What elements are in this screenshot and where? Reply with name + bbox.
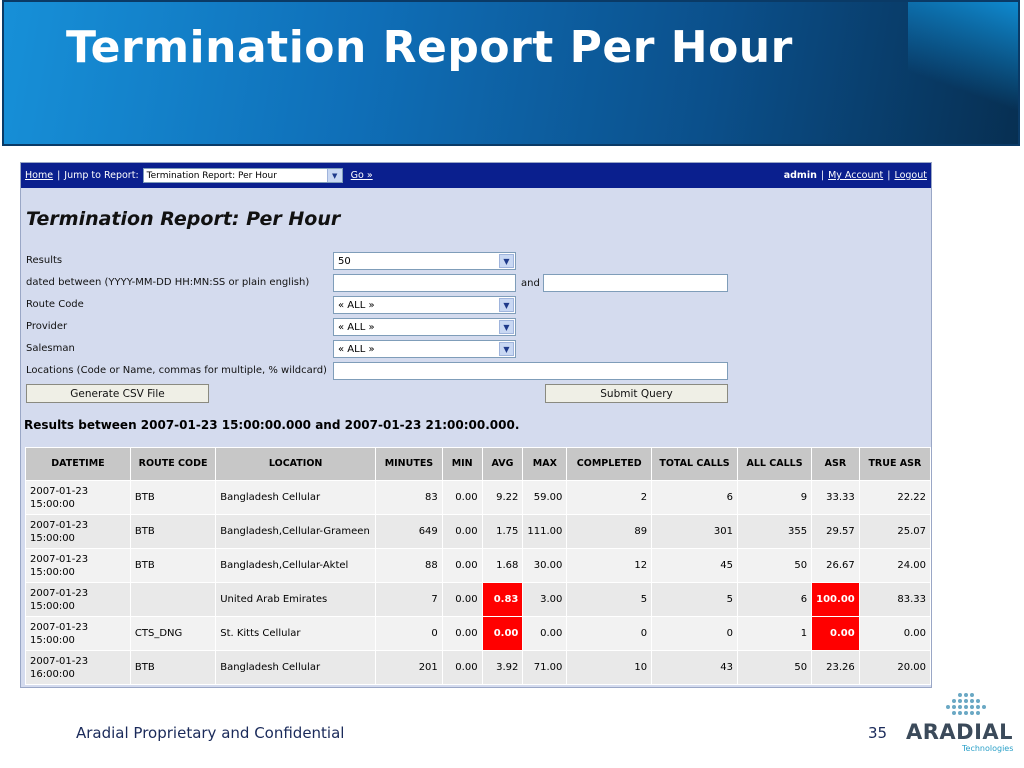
route-code-select[interactable] xyxy=(333,296,516,314)
total-calls-cell: 0 xyxy=(652,617,738,651)
route-code-cell: BTB xyxy=(130,549,215,583)
min-cell: 0.00 xyxy=(442,549,482,583)
true-asr-cell: 25.07 xyxy=(859,515,930,549)
max-cell: 0.00 xyxy=(523,617,567,651)
my-account-link[interactable]: My Account xyxy=(828,170,884,181)
app-topbar xyxy=(21,163,931,188)
true-asr-cell: 83.33 xyxy=(859,583,930,617)
user-menu xyxy=(784,170,927,181)
date-text: 2007-01-23 xyxy=(30,621,89,633)
true-asr-cell: 24.00 xyxy=(859,549,930,583)
route-code-cell xyxy=(130,583,215,617)
column-header[interactable]: ALL CALLS xyxy=(737,448,811,481)
true-asr-cell: 22.22 xyxy=(859,481,930,515)
username: admin xyxy=(783,170,817,181)
minutes-cell: 83 xyxy=(376,481,443,515)
jump-to-report-label: Jump to Report: xyxy=(64,170,139,181)
location-cell: Bangladesh Cellular xyxy=(216,481,376,515)
datetime-cell xyxy=(26,549,131,583)
results-table xyxy=(25,447,931,685)
min-cell: 0.00 xyxy=(442,515,482,549)
provider-value: « ALL » xyxy=(338,321,375,333)
minutes-cell: 649 xyxy=(376,515,443,549)
column-header[interactable]: COMPLETED xyxy=(567,448,652,481)
table-row xyxy=(26,549,931,583)
provider-select[interactable] xyxy=(333,318,516,336)
locations-input[interactable] xyxy=(333,362,728,380)
datetime-cell xyxy=(26,651,131,685)
salesman-value: « ALL » xyxy=(338,343,375,355)
column-header[interactable]: ASR xyxy=(812,448,860,481)
max-cell: 30.00 xyxy=(523,549,567,583)
salesman-label: Salesman xyxy=(26,343,75,354)
min-cell: 0.00 xyxy=(442,651,482,685)
column-header[interactable]: MINUTES xyxy=(376,448,443,481)
asr-cell: 100.00 xyxy=(812,583,860,617)
salesman-select[interactable] xyxy=(333,340,516,358)
chevron-down-icon: ▼ xyxy=(499,254,514,268)
asr-cell: 33.33 xyxy=(812,481,860,515)
all-calls-cell: 6 xyxy=(737,583,811,617)
avg-cell: 0.83 xyxy=(482,583,523,617)
column-header[interactable]: AVG xyxy=(482,448,523,481)
all-calls-cell: 50 xyxy=(737,549,811,583)
avg-cell: 3.92 xyxy=(482,651,523,685)
results-select[interactable] xyxy=(333,252,516,270)
completed-cell: 5 xyxy=(567,583,652,617)
date-text: 2007-01-23 xyxy=(30,587,89,599)
total-calls-cell: 301 xyxy=(652,515,738,549)
min-cell: 0.00 xyxy=(442,617,482,651)
logout-link[interactable]: Logout xyxy=(894,170,927,181)
asr-cell: 0.00 xyxy=(812,617,860,651)
all-calls-cell: 1 xyxy=(737,617,811,651)
report-app-window xyxy=(20,162,932,688)
results-table-body xyxy=(26,481,931,685)
max-cell: 59.00 xyxy=(523,481,567,515)
completed-cell: 0 xyxy=(567,617,652,651)
datetime-cell xyxy=(26,617,131,651)
column-header[interactable]: LOCATION xyxy=(216,448,376,481)
avg-cell: 0.00 xyxy=(482,617,523,651)
max-cell: 71.00 xyxy=(523,651,567,685)
date-text: 2007-01-23 xyxy=(30,655,89,667)
minutes-cell: 88 xyxy=(376,549,443,583)
route-code-cell: BTB xyxy=(130,515,215,549)
minutes-cell: 201 xyxy=(376,651,443,685)
slide-title: Termination Report Per Hour xyxy=(66,22,793,73)
total-calls-cell: 6 xyxy=(652,481,738,515)
date-text: 2007-01-23 xyxy=(30,485,89,497)
logo-text: ARADIAL xyxy=(906,720,1014,744)
avg-cell: 1.68 xyxy=(482,549,523,583)
table-row xyxy=(26,481,931,515)
completed-cell: 12 xyxy=(567,549,652,583)
minutes-cell: 0 xyxy=(376,617,443,651)
datetime-cell xyxy=(26,481,131,515)
results-heading: Results between 2007-01-23 15:00:00.000 and 2007-01-23 21:00:00.000. xyxy=(24,418,520,432)
time-text: 15:00:00 xyxy=(30,634,75,646)
completed-cell: 10 xyxy=(567,651,652,685)
chevron-down-icon: ▼ xyxy=(499,342,514,356)
all-calls-cell: 9 xyxy=(737,481,811,515)
table-row xyxy=(26,583,931,617)
completed-cell: 2 xyxy=(567,481,652,515)
aradial-logo xyxy=(906,692,1016,758)
column-header[interactable]: MIN xyxy=(442,448,482,481)
location-cell: Bangladesh,Cellular-Grameen xyxy=(216,515,376,549)
route-code-value: « ALL » xyxy=(338,299,375,311)
separator: | xyxy=(57,170,61,181)
avg-cell: 9.22 xyxy=(482,481,523,515)
min-cell: 0.00 xyxy=(442,481,482,515)
minutes-cell: 7 xyxy=(376,583,443,617)
all-calls-cell: 355 xyxy=(737,515,811,549)
asr-cell: 29.57 xyxy=(812,515,860,549)
slide-header xyxy=(2,0,1020,146)
total-calls-cell: 5 xyxy=(652,583,738,617)
report-title: Termination Report: Per Hour xyxy=(26,208,341,230)
logo-dots-icon xyxy=(940,692,1000,722)
separator: | xyxy=(820,170,825,181)
column-header[interactable]: MAX xyxy=(523,448,567,481)
separator: | xyxy=(887,170,891,181)
and-label: and xyxy=(521,278,540,289)
footer-text: Aradial Proprietary and Confidential xyxy=(76,724,345,742)
completed-cell: 89 xyxy=(567,515,652,549)
avg-cell: 1.75 xyxy=(482,515,523,549)
route-code-cell: BTB xyxy=(130,651,215,685)
table-row xyxy=(26,515,931,549)
asr-cell: 26.67 xyxy=(812,549,860,583)
time-text: 16:00:00 xyxy=(30,668,75,680)
table-row xyxy=(26,617,931,651)
time-text: 15:00:00 xyxy=(30,566,75,578)
column-header[interactable]: ROUTE CODE xyxy=(130,448,215,481)
true-asr-cell: 20.00 xyxy=(859,651,930,685)
route-code-cell: CTS_DNG xyxy=(130,617,215,651)
table-row xyxy=(26,651,931,685)
report-select-value: Termination Report: Per Hour xyxy=(146,170,277,181)
column-header[interactable]: DATETIME xyxy=(26,448,131,481)
locations-label: Locations (Code or Name, commas for multiple, % wildcard) xyxy=(26,365,327,376)
location-cell: Bangladesh,Cellular-Aktel xyxy=(216,549,376,583)
min-cell: 0.00 xyxy=(442,583,482,617)
max-cell: 111.00 xyxy=(523,515,567,549)
dated-between-label: dated between (YYYY-MM-DD HH:MN:SS or plain english) xyxy=(26,277,310,288)
route-code-label: Route Code xyxy=(26,299,84,310)
location-cell: St. Kitts Cellular xyxy=(216,617,376,651)
column-header[interactable]: TRUE ASR xyxy=(859,448,930,481)
results-select-value: 50 xyxy=(338,255,351,267)
home-link[interactable]: Home xyxy=(25,170,54,181)
page-number: 35 xyxy=(868,724,888,742)
true-asr-cell: 0.00 xyxy=(859,617,930,651)
table-header-row xyxy=(26,448,931,481)
total-calls-cell: 45 xyxy=(652,549,738,583)
time-text: 15:00:00 xyxy=(30,600,75,612)
column-header[interactable]: TOTAL CALLS xyxy=(652,448,738,481)
total-calls-cell: 43 xyxy=(652,651,738,685)
route-code-cell: BTB xyxy=(130,481,215,515)
date-text: 2007-01-23 xyxy=(30,553,89,565)
location-cell: Bangladesh Cellular xyxy=(216,651,376,685)
location-cell: United Arab Emirates xyxy=(216,583,376,617)
provider-label: Provider xyxy=(26,321,68,332)
date-to-input[interactable] xyxy=(543,274,728,292)
logo-subtext: Technologies xyxy=(962,744,1014,753)
datetime-cell xyxy=(26,583,131,617)
chevron-down-icon: ▼ xyxy=(499,298,514,312)
report-select[interactable] xyxy=(143,168,343,183)
results-label: Results xyxy=(26,255,63,266)
max-cell: 3.00 xyxy=(523,583,567,617)
date-text: 2007-01-23 xyxy=(30,519,89,531)
chevron-down-icon: ▼ xyxy=(499,320,514,334)
generate-csv-button[interactable]: Generate CSV File xyxy=(26,384,209,403)
time-text: 15:00:00 xyxy=(30,532,75,544)
date-from-input[interactable] xyxy=(333,274,516,292)
asr-cell: 23.26 xyxy=(812,651,860,685)
all-calls-cell: 50 xyxy=(737,651,811,685)
go-link[interactable]: Go » xyxy=(350,170,373,181)
chevron-down-icon: ▼ xyxy=(327,169,342,182)
submit-query-button[interactable]: Submit Query xyxy=(545,384,728,403)
time-text: 15:00:00 xyxy=(30,498,75,510)
datetime-cell xyxy=(26,515,131,549)
